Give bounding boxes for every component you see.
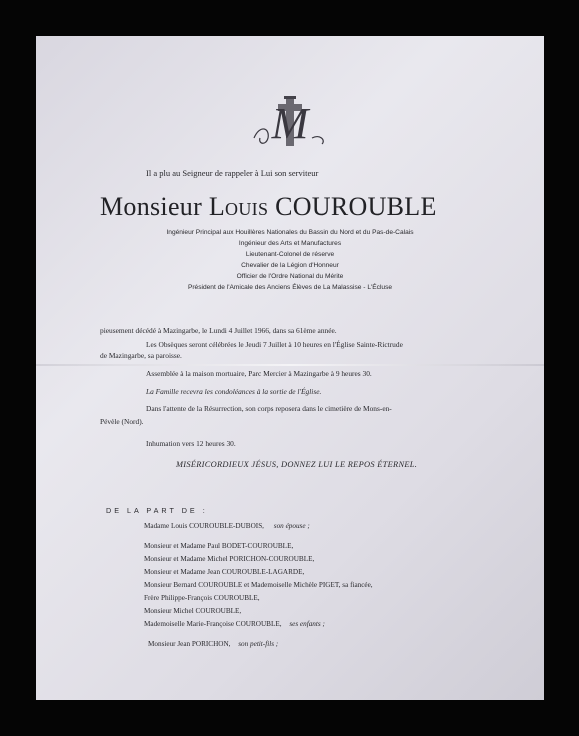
family-line: Monsieur et Madame Paul BODET-COUROUBLE,	[144, 542, 294, 550]
last-name: COUROUBLE	[275, 192, 437, 221]
attente-line: Dans l'attente de la Résurrection, son corps reposera dans le cimetière de Mons-en-	[146, 404, 392, 413]
title-line: Président de l'Amicale des Anciens Élèves de La Malassise - L'Écluse	[187, 284, 393, 291]
attente-line-2: Pévèle (Nord).	[100, 417, 144, 426]
title-line: Officier de l'Ordre National du Mérite	[236, 273, 344, 280]
title-line: Ingénieur des Arts et Manufactures	[238, 240, 342, 247]
assemblee-line: Assemblée à la maison mortuaire, Parc Mercier à Mazingarbe à 9 heures 30.	[146, 369, 372, 378]
family-line: Frère Philippe-François COUROUBLE,	[144, 594, 260, 602]
deceased-date-line: pieusement décédé à Mazingarbe, le Lundi 4 Juillet 1966, dans sa 61ème année.	[100, 326, 337, 335]
motto-line: MISÉRICORDIEUX JÉSUS, DONNEZ LUI LE REPOS ÉTERNEL.	[176, 460, 418, 469]
condoleances-line: La Famille recevra les condoléances à la sortie de l'Église.	[146, 387, 322, 396]
cross-monogram-icon	[250, 94, 330, 150]
first-name: Louis	[208, 192, 269, 221]
paper-fold-line	[36, 364, 544, 366]
deceased-name	[100, 192, 437, 222]
family-line: Madame Louis COUROUBLE-DUBOIS, son épouse ;	[144, 522, 310, 530]
title-line: Ingénieur Principal aux Houillères Nationales du Bassin du Nord et du Pas-de-Calais	[166, 229, 414, 236]
monogram-letter: M	[271, 99, 309, 148]
family-line: Monsieur Bernard COUROUBLE et Mademoiselle Michèle PIGET, sa fiancée,	[144, 581, 373, 589]
de-la-part-heading: DE LA PART DE :	[106, 506, 208, 515]
title-line: Lieutenant-Colonel de réserve	[245, 251, 335, 258]
title-line: Chevalier de la Légion d'Honneur	[241, 262, 339, 269]
family-line: Mademoiselle Marie-Françoise COUROUBLE, ses enfants ;	[144, 620, 325, 628]
family-line: Monsieur Jean PORICHON, son petit-fils ;	[148, 640, 279, 648]
obseques-line-2: de Mazingarbe, sa paroisse.	[100, 351, 182, 360]
obseques-line: Les Obsèques seront célébrées le Jeudi 7 Juillet à 10 heures en l'Église Sainte-Rictrude	[146, 340, 403, 349]
family-line: Monsieur Michel COUROUBLE,	[144, 607, 242, 615]
intro-line: Il a plu au Seigneur de rappeler à Lui son serviteur	[146, 168, 319, 178]
family-line: Monsieur et Madame Jean COUROUBLE-LAGARDE,	[144, 568, 305, 576]
civility: Monsieur	[100, 192, 203, 221]
family-line: Monsieur et Madame Michel PORICHON-COUROUBLE,	[144, 555, 315, 563]
funeral-notice-sheet	[36, 36, 544, 700]
inhumation-line: Inhumation vers 12 heures 30.	[146, 439, 236, 448]
